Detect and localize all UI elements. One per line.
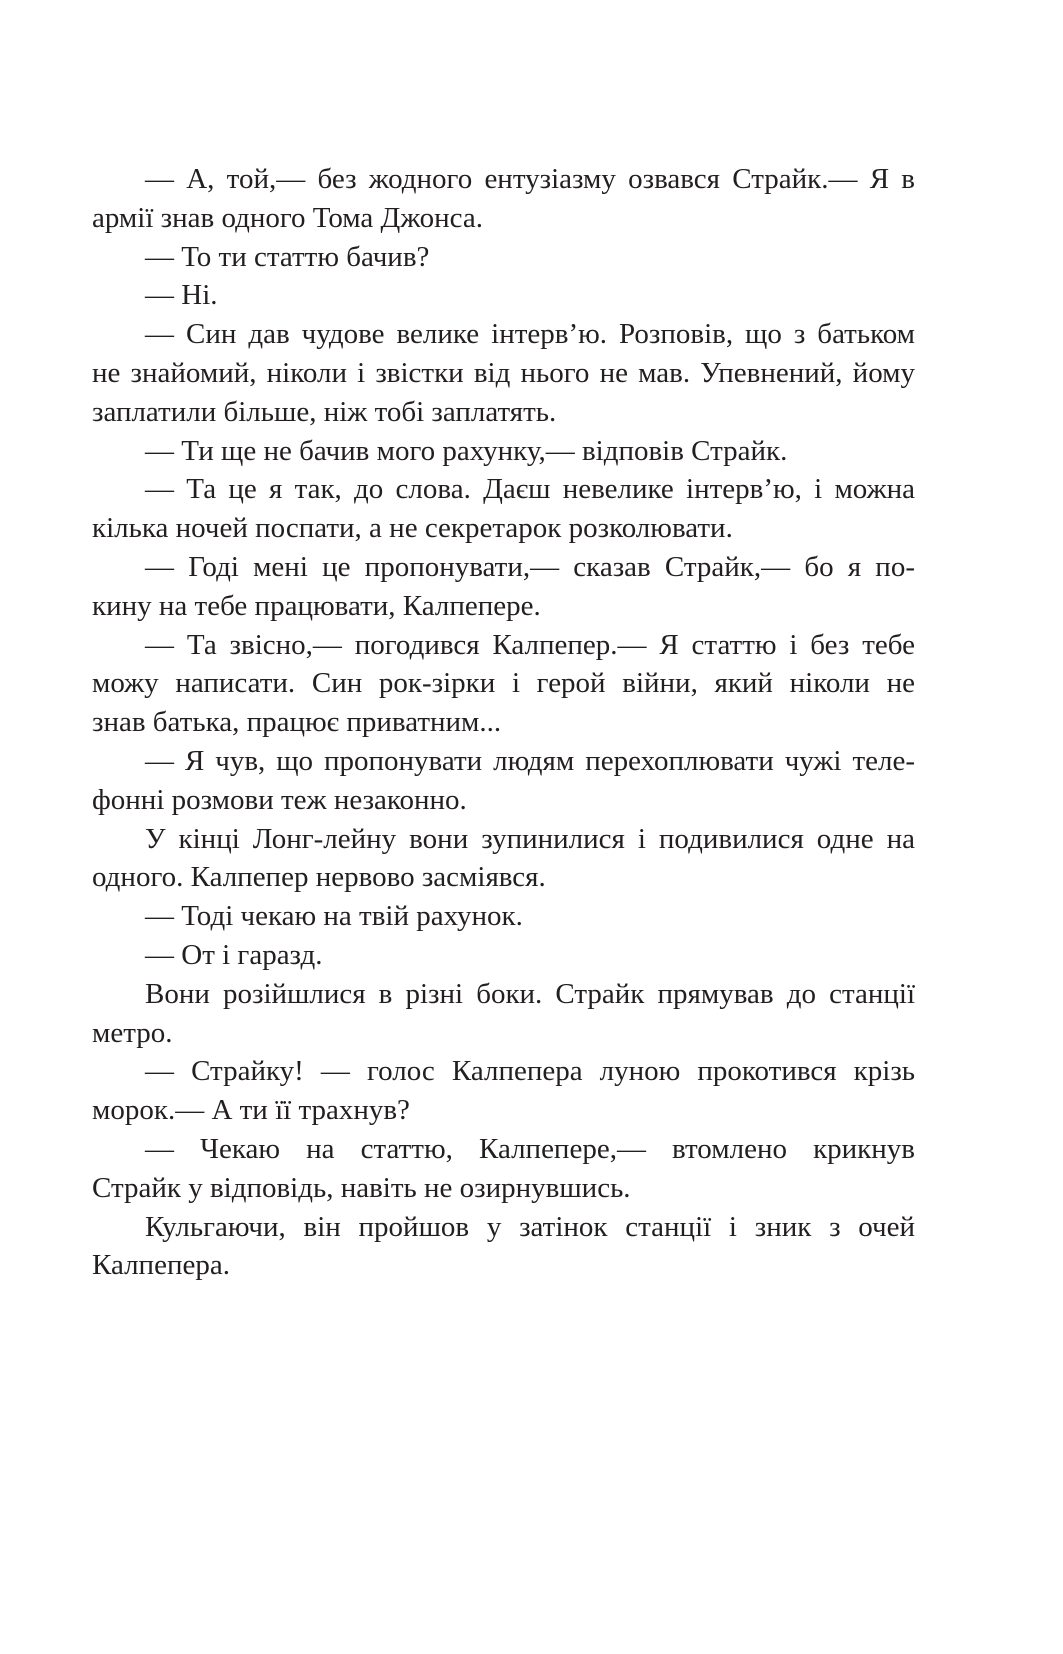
paragraph (92, 975, 915, 1053)
text-line: можу написати. Син рок-зірки і герой війни, який ніколи не (92, 667, 915, 700)
paragraph (92, 820, 915, 898)
paragraph (92, 1208, 915, 1286)
text-line: морок.— А ти її трахнув? (92, 1094, 410, 1127)
text-line: метро. (92, 1016, 173, 1049)
paragraph (92, 1130, 915, 1208)
text-line: — Ні. (145, 279, 218, 312)
text-line: — То ти статтю бачив? (145, 240, 430, 273)
text-line: знав батька, працює приватним... (92, 706, 502, 739)
paragraph (92, 626, 915, 742)
text-line: — Та звісно,— погодився Калпепер.— Я статтю і без тебе (145, 628, 915, 661)
text-line: — Син дав чудове велике інтерв’ю. Розповів, що з батьком (145, 318, 915, 351)
text-line: Вони розійшлися в різні боки. Страйк прямував до станції (145, 977, 915, 1010)
paragraph (92, 548, 915, 626)
text-line: — Тоді чекаю на твій рахунок. (145, 900, 523, 933)
text-line: — От і гаразд. (145, 938, 323, 971)
text-line: одного. Калпепер нервово засміявся. (92, 861, 546, 894)
paragraph (92, 160, 915, 238)
text-line: заплатили більше, ніж тобі заплатять. (92, 395, 557, 428)
text-line: — Страйку! — голос Калпепера луною прокотився крізь (145, 1055, 915, 1088)
paragraph (92, 936, 915, 975)
text-line: — Я чув, що пропонувати людям перехоплювати чужі теле- (145, 744, 915, 777)
text-line: — Годі мені це пропонувати,— сказав Страйк,— бо я по- (145, 550, 915, 583)
text-line: — А, той,— без жодного ентузіазму озвався Страйк.— Я в (145, 163, 915, 195)
text-line: — Чекаю на статтю, Калпепере,— втомлено крикнув (145, 1132, 915, 1165)
paragraph (92, 742, 915, 820)
paragraph (92, 470, 915, 548)
text-line: кілька ночей поспати, а не секретарок розколювати. (92, 512, 733, 545)
text-line: кину на тебе працювати, Калпепере. (92, 589, 541, 622)
paragraph (92, 897, 915, 936)
paragraph (92, 432, 915, 471)
text-line: — Ти ще не бачив мого рахунку,— відповів Страйк. (145, 434, 788, 467)
text-line: Страйк у відповідь, навіть не озирнувшись. (92, 1171, 631, 1204)
paragraph (92, 315, 915, 431)
text-line: Калпепера. (92, 1249, 230, 1282)
text-line: У кінці Лонг-лейну вони зупинилися і подивилися одне на (145, 822, 915, 855)
text-line: не знайомий, ніколи і звістки від нього не мав. Упевнений, йому (92, 356, 915, 389)
text-line: Кульгаючи, він пройшов у затінок станції і зник з очей (145, 1210, 915, 1243)
paragraph (92, 238, 915, 277)
text-line: армії знав одного Тома Джонса. (92, 201, 484, 234)
paragraph (92, 276, 915, 315)
text-line: — Та це я так, до слова. Даєш невелике інтерв’ю, і можна (145, 473, 915, 506)
paragraph (92, 1052, 915, 1130)
body-text (92, 160, 915, 1285)
text-line: фонні розмови теж незаконно. (92, 783, 467, 816)
